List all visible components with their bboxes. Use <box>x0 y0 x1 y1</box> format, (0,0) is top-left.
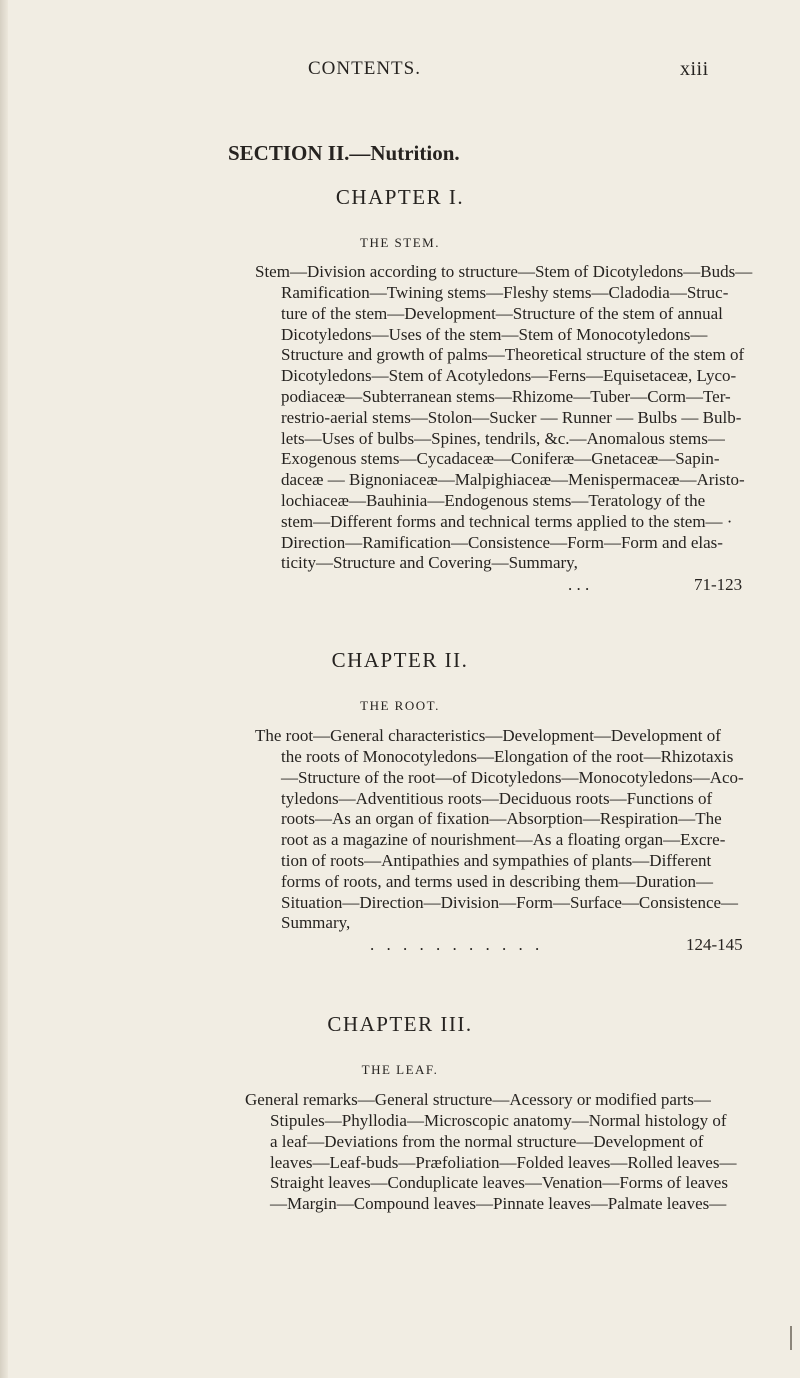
chapter-1-leader: . . . <box>568 575 590 594</box>
chapter-1-line: ticity—Structure and Covering—Summary, <box>281 553 578 573</box>
chapter-2-line: tion of roots—Antipathies and sympathies of plants—Different <box>281 850 712 870</box>
chapter-1-line: lets—Uses of bulbs—Spines, tendrils, &c.—Anomalous stems— <box>281 428 725 448</box>
chapter-1-line: Dicotyledons—Uses of the stem—Stem of Monocotyledons— <box>281 324 708 344</box>
chapter-3-line: leaves—Leaf-buds—Præfoliation—Folded leaves—Rolled leaves— <box>270 1152 737 1172</box>
chapter-3-line: —Margin—Compound leaves—Pinnate leaves—Palmate leaves— <box>270 1194 727 1214</box>
paper-mark <box>790 1326 792 1350</box>
chapter-2-pages: 124-145 <box>686 935 743 954</box>
chapter-2-leader: . . . . . . . . . . . <box>370 935 544 954</box>
chapter-3-contents-body <box>270 1111 736 1215</box>
chapter-1-line: lochiaceæ—Bauhinia—Endogenous stems—Teratology of the <box>281 490 706 510</box>
chapter-1-title: CHAPTER I. <box>335 185 465 209</box>
chapter-3-line: General remarks—General structure—Acessory or modified parts— <box>245 1090 711 1109</box>
book-page: CONTENTS. xiii SECTION II.—Nutrition. CHAPTER I. THE STEM. Stem—Division according to structure—Stem of Dicotyledons—Buds— Ramification—Twining stems—Fleshy stems—Cladodia—Struc- ture of the stem—Development—Structure of the stem of annual Dicotyledons—Uses of the stem—Stem of Monocotyledons— Structure and growth of palms—Theoretical structure of the stem of Dicotyledons—Stem of Acotyledons—Ferns—Equisetaceæ, Lyco- podiaceæ—Subterranean stems—Rhizome—Tuber—Corm—Ter- restrio-aerial stems—Stolon—Sucker — Runner — Bulbs — Bulb- lets—Uses of bulbs—Spines, tendrils, &c.—Anomalous stems— Exogenous stems—Cycadaceæ—Coniferæ—Gnetaceæ—Sapin- daceæ — Bignoniaceæ—Malpighiaceæ—Menispermaceæ—Aristo- lochiaceæ—Bauhinia—Endogenous stems—Teratology of the stem—Different forms and technical terms applied to the stem— · Direction—Ramification—Consistence—Form—Form and elas- ticity—Structure and Covering—Summary, . . . 71-123 CHAPTER II. THE ROOT. The root—General characteristics—Development—Development of the roots of Monocotyledons—Elongation of the root—Rhizotaxis —Structure of the root—of Dicotyledons—Monocotyledons—Aco- tyledons—Adventitious roots—Deciduous roots—Functions of roots—As an organ of fixation—Absorption—Respiration—The root as a magazine of nourishment—As a floating organ—Excre- tion of roots—Antipathies and sympathies of plants—Different forms of roots, and terms used in describing them—Duration— Situation—Direction—Division—Form—Surface—Consistence— Summary, . . . . . . . . . . . 124-145 CHAPTER III. THE LEAF. General remarks—General structure—Acessory or modified parts— Stipules—Phyllodia—Microscopic anatomy—Normal histology of a leaf—Deviations from the normal structure—Development of leaves—Leaf-buds—Præfoliation—Folded leaves—Rolled leaves— Straight leaves—Conduplicate leaves—Venation—Forms of leaves —Margin—Compound leaves—Pinnate leaves—Palmate leaves— <box>0 0 800 1378</box>
running-title: CONTENTS. <box>308 58 421 79</box>
running-head <box>0 58 800 82</box>
chapter-1-line: daceæ — Bignoniaceæ—Malpighiaceæ—Menispermaceæ—Aristo- <box>281 470 745 490</box>
chapter-1-pages: 71-123 <box>694 575 743 594</box>
chapter-2-contents-body <box>281 747 744 934</box>
chapter-2-line: the roots of Monocotyledons—Elongation of the root—Rhizotaxis <box>281 747 734 766</box>
chapter-2-subtitle: THE ROOT. <box>360 698 440 713</box>
chapter-3-title: CHAPTER III. <box>327 1012 473 1036</box>
chapter-1-contents-body <box>281 283 745 574</box>
chapter-1-line: Direction—Ramification—Consistence—Form—Form and elas- <box>281 532 723 552</box>
chapter-2-line: roots—As an organ of fixation—Absorption—Respiration—The <box>281 809 722 829</box>
chapter-1-line: stem—Different forms and technical terms applied to the stem— · <box>281 511 733 531</box>
chapter-2-title: CHAPTER II. <box>331 648 469 672</box>
chapter-1-subtitle: THE STEM. <box>360 235 440 250</box>
chapter-3-line: Stipules—Phyllodia—Microscopic anatomy—Normal histology of <box>270 1111 727 1130</box>
chapter-3-line: a leaf—Deviations from the normal structure—Development of <box>270 1131 704 1151</box>
chapter-2-line: Summary, <box>281 913 351 933</box>
chapter-1-line: podiaceæ—Subterranean stems—Rhizome—Tuber—Corm—Ter- <box>281 386 731 406</box>
chapter-2-line: root as a magazine of nourishment—As a floating organ—Excre- <box>281 830 726 850</box>
chapter-1-line: ture of the stem—Development—Structure of the stem of annual <box>281 303 723 323</box>
page-number: xiii <box>680 58 709 80</box>
chapter-2-line: Situation—Direction—Division—Form—Surface—Consistence— <box>281 892 739 912</box>
chapter-2-line: The root—General characteristics—Development—Development of <box>255 726 721 745</box>
section-title: SECTION II.—Nutrition. <box>228 141 460 165</box>
chapter-2-line: tyledons—Adventitious roots—Deciduous roots—Functions of <box>281 788 713 808</box>
chapter-3-contents <box>245 1090 711 1111</box>
chapter-1-line: Exogenous stems—Cycadaceæ—Coniferæ—Gnetaceæ—Sapin- <box>281 449 720 469</box>
chapter-3-line: Straight leaves—Conduplicate leaves—Venation—Forms of leaves <box>270 1173 728 1193</box>
chapter-1-line: Ramification—Twining stems—Fleshy stems—Cladodia—Struc- <box>281 283 729 302</box>
chapter-2-contents <box>255 726 721 747</box>
chapter-1-line: Dicotyledons—Stem of Acotyledons—Ferns—Equisetaceæ, Lyco- <box>281 366 737 386</box>
chapter-1-line: Structure and growth of palms—Theoretical structure of the stem of <box>281 345 745 365</box>
chapter-2-line: —Structure of the root—of Dicotyledons—Monocotyledons—Aco- <box>281 767 744 787</box>
chapter-2-line: forms of roots, and terms used in describing them—Duration— <box>281 871 714 891</box>
chapter-1-line: restrio-aerial stems—Stolon—Sucker — Runner — Bulbs — Bulb- <box>281 407 742 427</box>
chapter-3-subtitle: THE LEAF. <box>361 1062 439 1077</box>
